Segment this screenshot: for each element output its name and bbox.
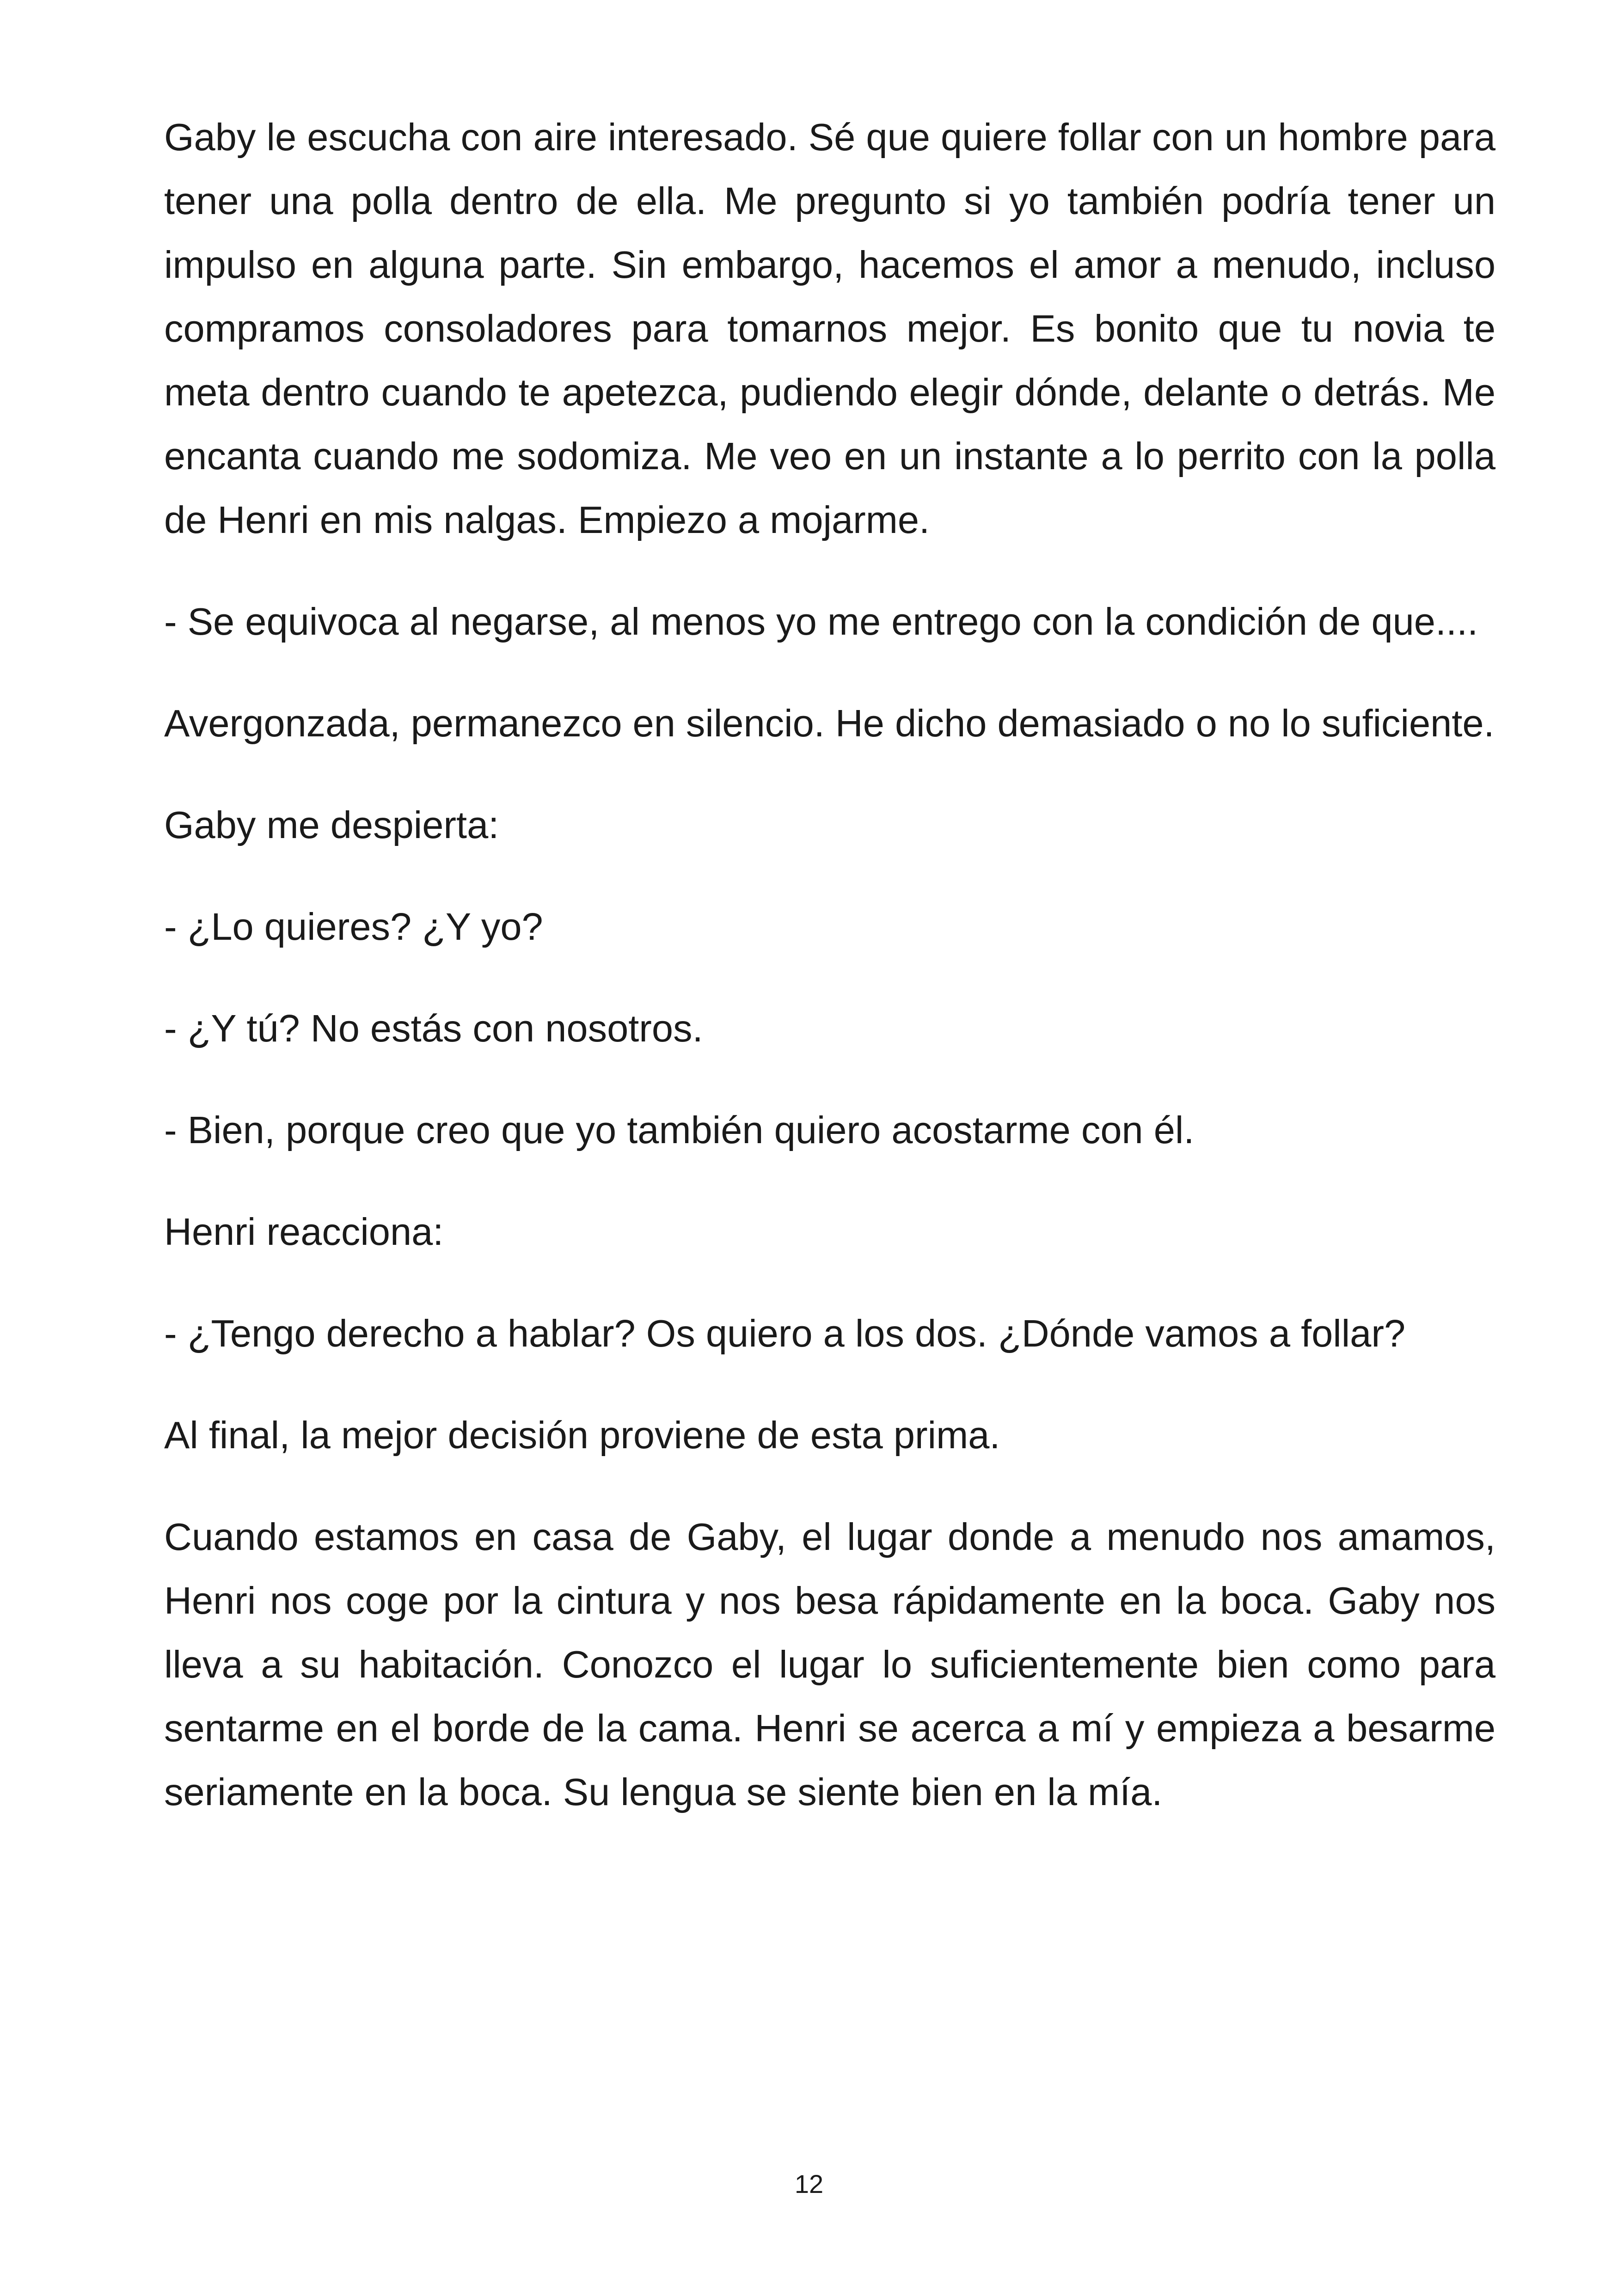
paragraph: - Se equivoca al negarse, al menos yo me entrego con la condición de que.... bbox=[164, 600, 1478, 643]
paragraph: - ¿Lo quieres? ¿Y yo? bbox=[164, 905, 543, 948]
paragraph: Avergonzada, permanezco en silencio. He dicho demasiado o no lo suficiente. bbox=[164, 702, 1495, 745]
page-number: 12 bbox=[794, 2169, 824, 2198]
body-text bbox=[164, 105, 1495, 1862]
paragraph: - Bien, porque creo que yo también quiero acostarme con él. bbox=[164, 1108, 1195, 1151]
paragraph: - ¿Tengo derecho a hablar? Os quiero a los dos. ¿Dónde vamos a follar? bbox=[164, 1312, 1406, 1355]
paragraph: Al final, la mejor decisión proviene de esta prima. bbox=[164, 1414, 1000, 1457]
paragraph: Henri reacciona: bbox=[164, 1210, 444, 1253]
paragraph: - ¿Y tú? No estás con nosotros. bbox=[164, 1007, 703, 1050]
paragraph: Cuando estamos en casa de Gaby, el lugar donde a menudo nos amamos, Henri nos coge por la cintura y nos besa rápidamente en la boca. Gaby nos lleva a su habitación. Conozco el lugar lo suficientemente bien como para sentarme en el borde de la cama. Henri se acerca a mí y empieza a besarme seriamente en la boca. Su lengua se siente bien en la mía. bbox=[164, 1515, 1495, 1813]
paragraph: Gaby le escucha con aire interesado. Sé que quiere follar con un hombre para tener una polla dentro de ella. Me pregunto si yo también podría tener un impulso en alguna parte. Sin embargo, hacemos el amor a menudo, incluso compramos consoladores para tomarnos mejor. Es bonito que tu novia te meta dentro cuando te apetezca, pudiendo elegir dónde, delante o detrás. Me encanta cuando me sodomiza. Me veo en un instante a lo perrito con la polla de Henri en mis nalgas. Empiezo a mojarme. bbox=[164, 116, 1495, 541]
paragraph: Gaby me despierta: bbox=[164, 803, 499, 846]
